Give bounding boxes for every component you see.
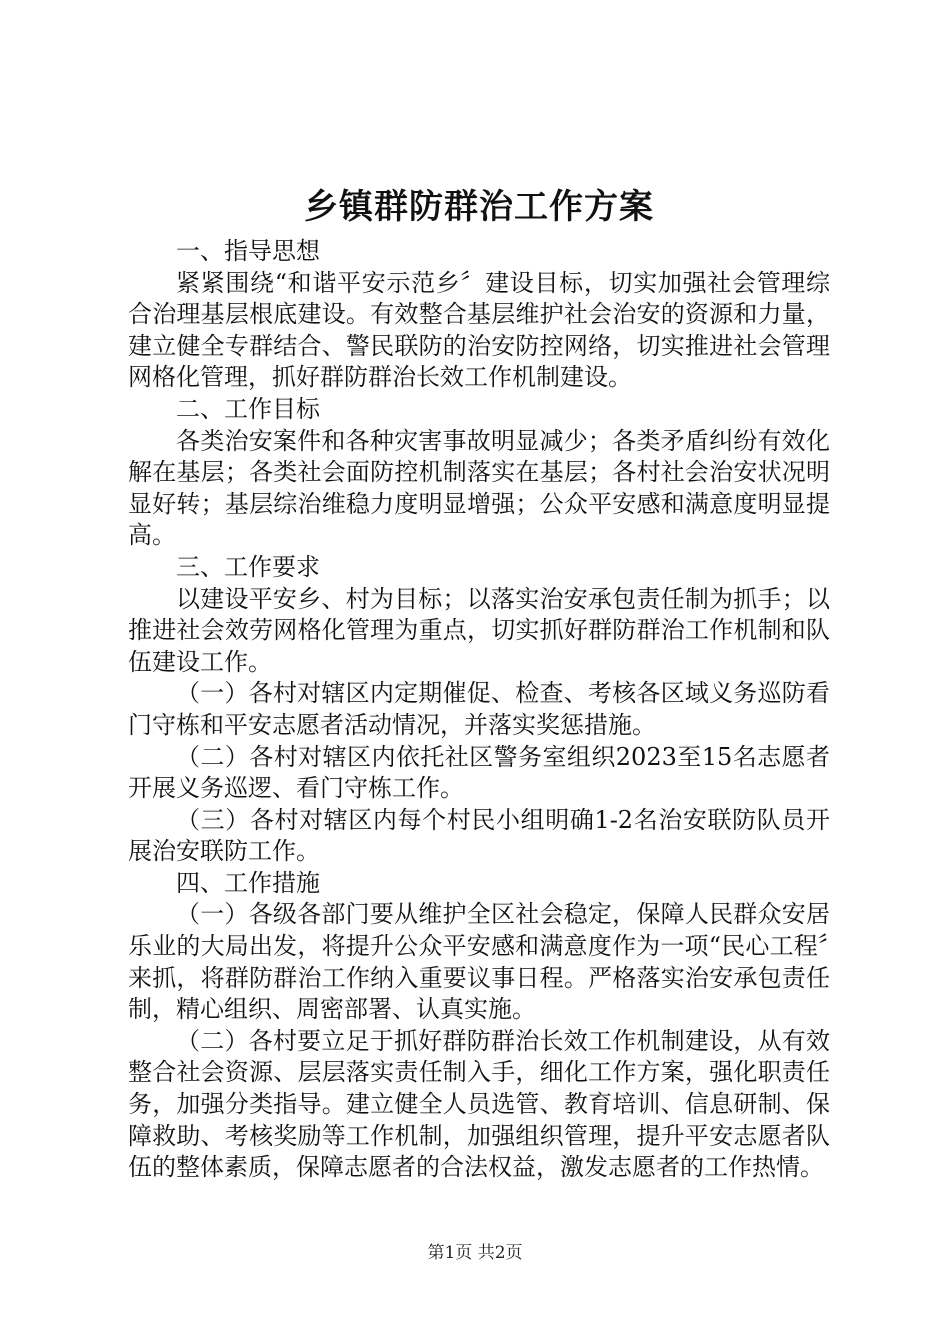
section-heading-guiding-thought: 一、指导思想	[176, 237, 320, 265]
document-title: 乡镇群防群治工作方案	[304, 187, 654, 227]
paragraph-requirement-1: （一）各村对辖区内定期催促、检查、考核各区域义务巡防看门守栋和平安志愿者活动情况，并落实奖惩措施。	[128, 679, 830, 739]
page-number-footer: 第1页 共2页	[427, 1243, 523, 1263]
paragraph-work-requirements: 以建设平安乡、村为目标；以落实治安承包责任制为抓手；以推进社会效劳网格化管理为重点，切实抓好群防群治工作机制和队伍建设工作。	[128, 584, 830, 676]
section-heading-work-goals: 二、工作目标	[176, 394, 320, 423]
section-heading-work-measures: 四、工作措施	[176, 868, 320, 897]
paragraph-measure-1: （一）各级各部门要从维护全区社会稳定，保障人民群众安居乐业的大局出发，将提升公众平安感和满意度作为一项“民心工程〞来抓，将群防群治工作纳入重要议事日程。严格落实治安承包责任制，精心组织、周密部署、认真实施。	[128, 900, 830, 1024]
document-page	[128, 180, 830, 1184]
paragraph-requirement-2: （二）各村对辖区内依托社区警务室组织2023至15名志愿者开展义务巡逻、看门守栋工作。	[128, 742, 830, 803]
section-heading-work-requirements: 三、工作要求	[176, 552, 320, 581]
paragraph-guiding-thought: 紧紧围绕“和谐平安示范乡〞建设目标，切实加强社会管理综合治理基层根底建设。有效整合基层维护社会治安的资源和力量，建立健全专群结合、警民联防的治安防控网络，切实推进社会管理网格化管理，抓好群防群治长效工作机制建设。	[128, 268, 830, 392]
paragraph-requirement-3: （三）各村对辖区内每个村民小组明确1-2名治安联防队员开展治安联防工作。	[128, 805, 830, 866]
paragraph-measure-2: （二）各村要立足于抓好群防群治长效工作机制建设，从有效整合社会资源、层层落实责任制入手，细化工作方案，强化职责任务，加强分类指导。建立健全人员选管、教育培训、信息研制、保障救助、考核奖励等工作机制，加强组织管理，提升平安志愿者队伍的整体素质，保障志愿者的合法权益，激发志愿者的工作热情。	[128, 1026, 830, 1182]
paragraph-work-goals: 各类治安案件和各种灾害事故明显减少；各类矛盾纠纷有效化解在基层；各类社会面防控机制落实在基层；各村社会治安状况明显好转；基层综治维稳力度明显增强；公众平安感和满意度明显提高。	[128, 426, 830, 550]
